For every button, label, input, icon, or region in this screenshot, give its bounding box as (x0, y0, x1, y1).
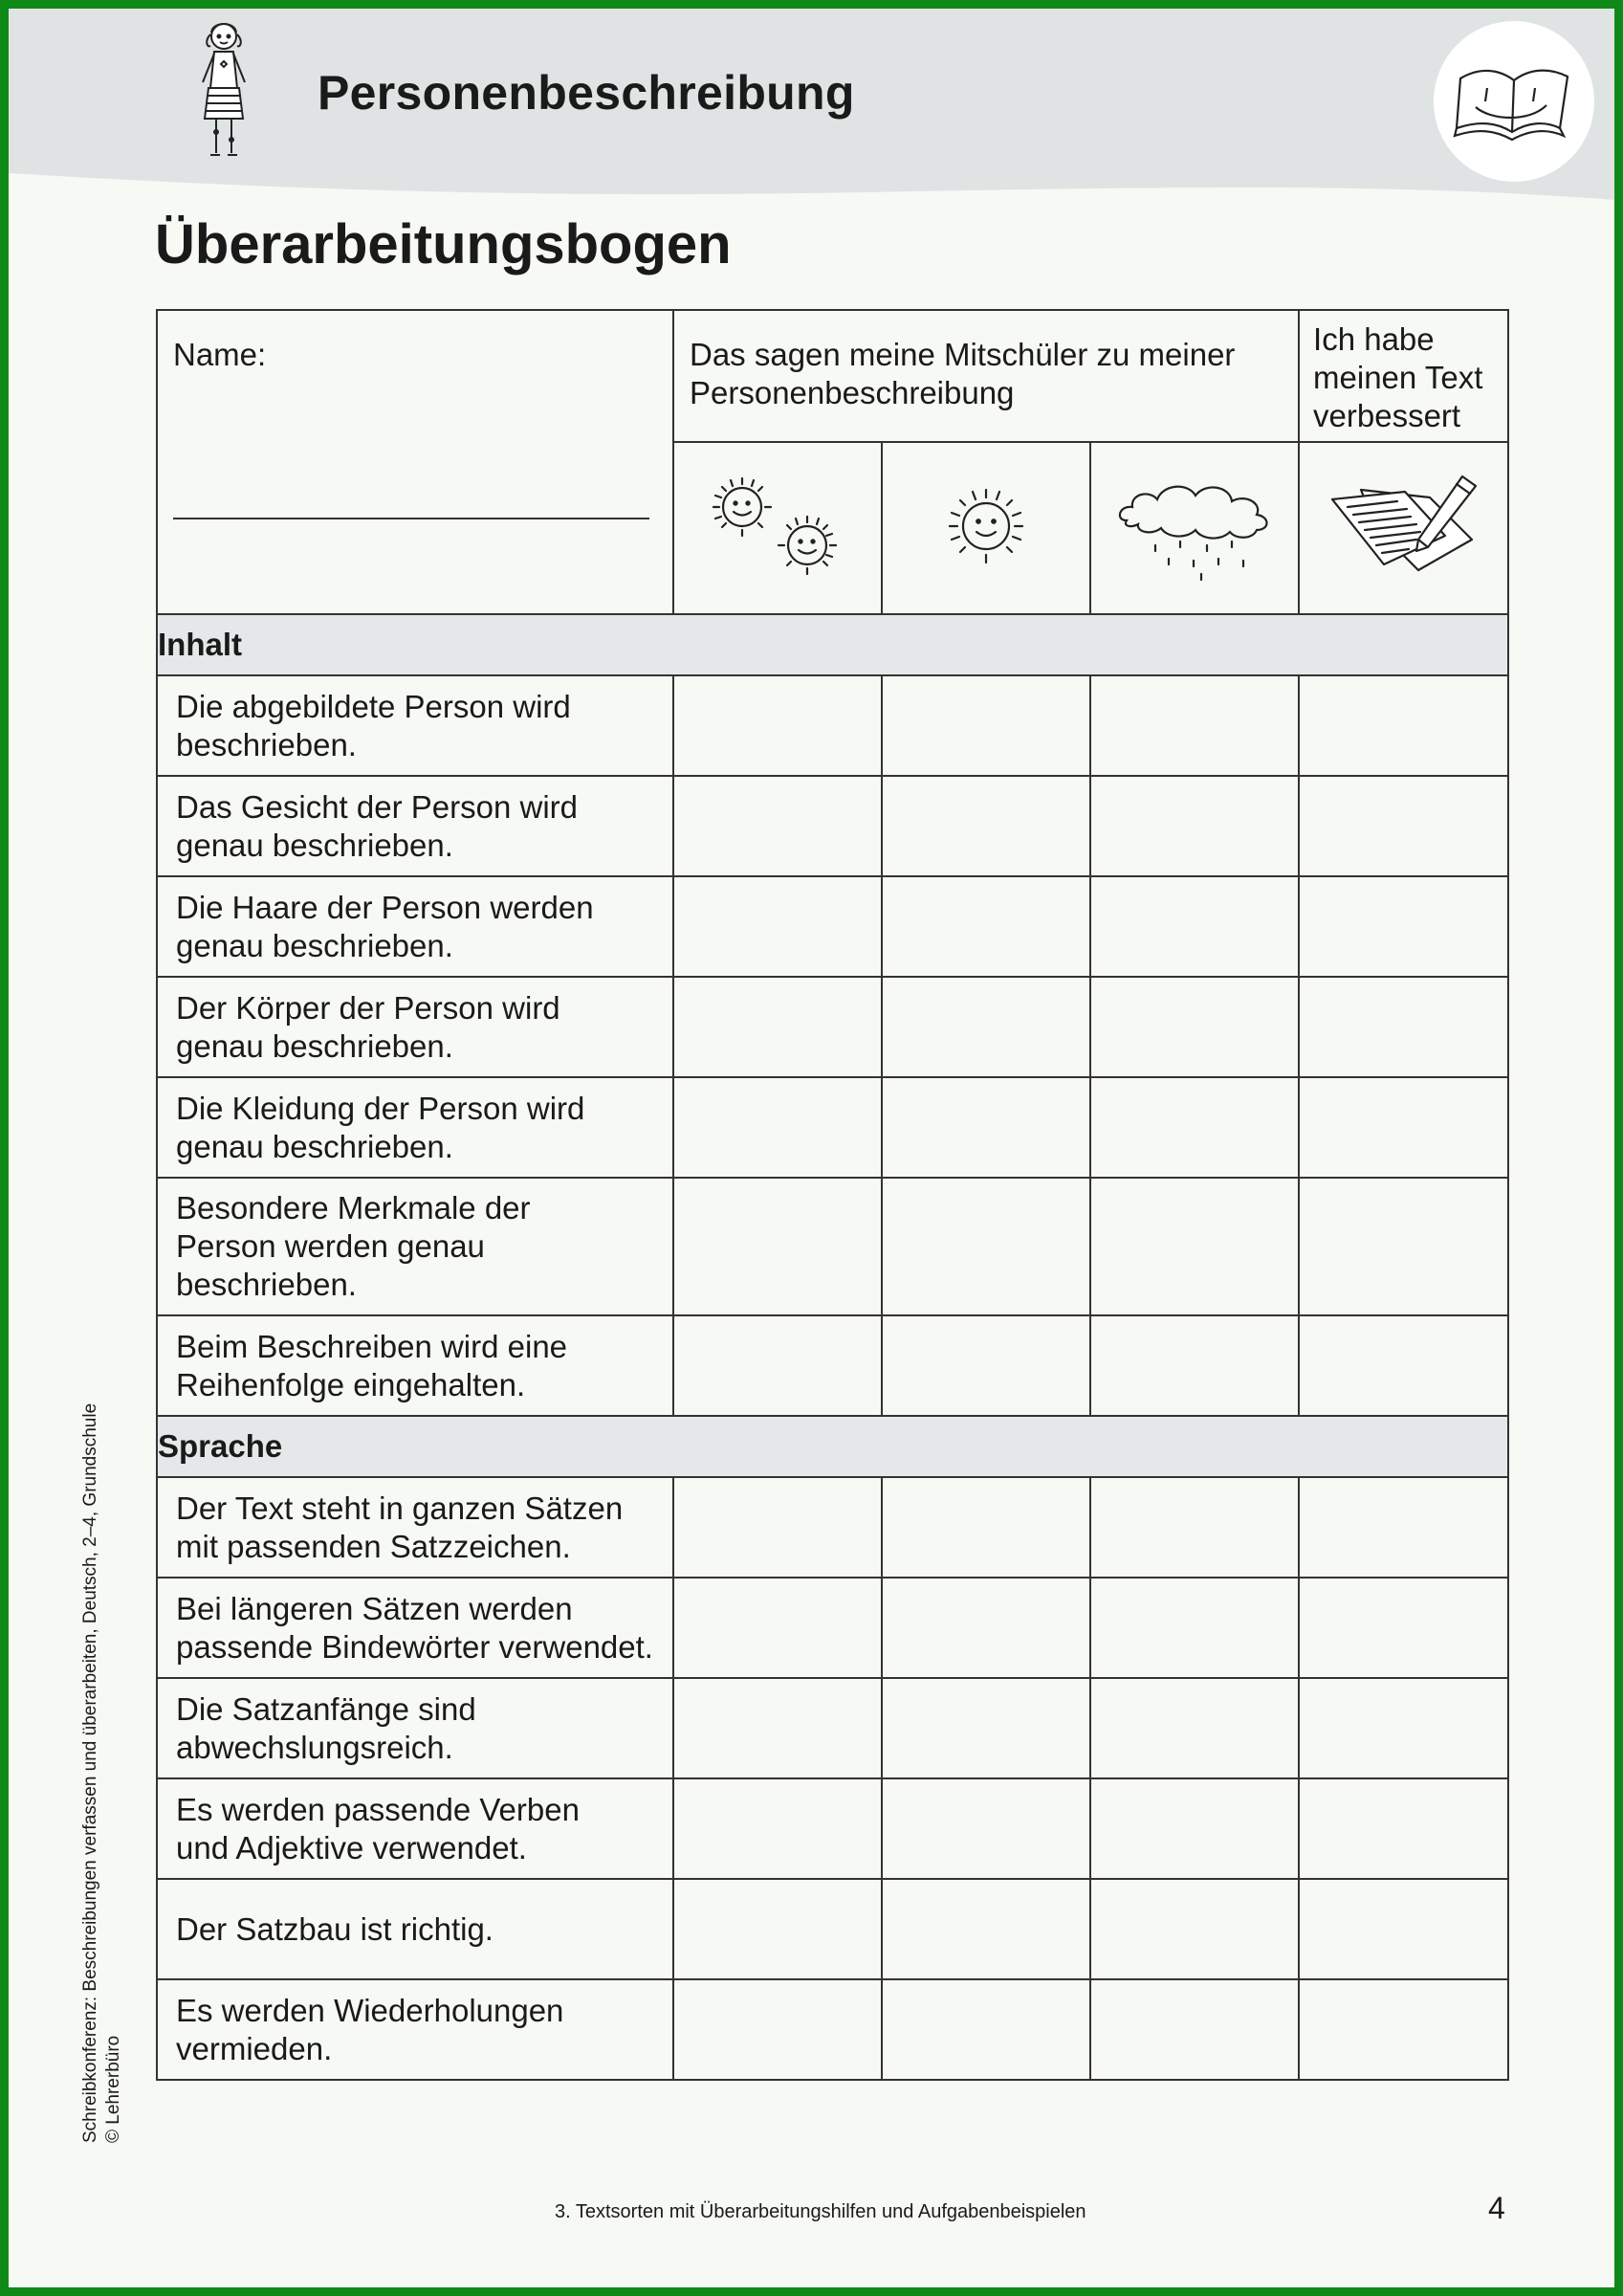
rating-cell-sun[interactable] (882, 1578, 1090, 1678)
table-row (157, 876, 1508, 977)
rating-cell-rain[interactable] (1090, 876, 1299, 977)
criterion-text (157, 1477, 673, 1578)
rating-cell-rain[interactable] (1090, 977, 1299, 1077)
rating-cell-rain[interactable] (1090, 1678, 1299, 1778)
table-row (157, 1077, 1508, 1178)
criterion-text (157, 675, 673, 776)
rating-cell-rain[interactable] (1090, 675, 1299, 776)
criterion-line: Besondere Merkmale der (176, 1190, 531, 1225)
rating-cell-rain[interactable] (1090, 1477, 1299, 1578)
rating-cell-sun[interactable] (882, 977, 1090, 1077)
name-line (173, 518, 649, 519)
rating-cell-revised[interactable] (1299, 977, 1508, 1077)
rating-cell-two-suns[interactable] (673, 1315, 882, 1416)
criterion-text (157, 1778, 673, 1879)
rating-cell-rain[interactable] (1090, 1077, 1299, 1178)
criterion-line: Person werden genau (176, 1228, 485, 1264)
criterion-text (157, 1178, 673, 1315)
rating-cell-sun[interactable] (882, 876, 1090, 977)
self-revision-header (1299, 310, 1508, 442)
table-row (157, 1315, 1508, 1416)
criterion-text (157, 1678, 673, 1778)
rating-rain (1090, 442, 1299, 614)
rating-cell-sun[interactable] (882, 776, 1090, 876)
page-number: 4 (1488, 2191, 1505, 2225)
credit-line: © Lehrerbüro (103, 2035, 123, 2143)
criterion-line: Die abgebildete Person wird (176, 688, 571, 724)
criterion-line: Das Gesicht der Person wird (176, 788, 578, 825)
rating-cell-revised[interactable] (1299, 1578, 1508, 1678)
rating-cell-revised[interactable] (1299, 1178, 1508, 1315)
rating-cell-rain[interactable] (1090, 1979, 1299, 2080)
rating-cell-rain[interactable] (1090, 1778, 1299, 1879)
rating-cell-sun[interactable] (882, 1678, 1090, 1778)
rating-cell-rain[interactable] (1090, 1879, 1299, 1979)
rating-cell-two-suns[interactable] (673, 1778, 882, 1879)
criterion-text (157, 776, 673, 876)
rating-cell-sun[interactable] (882, 1178, 1090, 1315)
rating-cell-revised[interactable] (1299, 1879, 1508, 1979)
rating-cell-rain[interactable] (1090, 1315, 1299, 1416)
rating-cell-sun[interactable] (882, 1879, 1090, 1979)
group-title: Inhalt (157, 614, 1508, 675)
criterion-text (157, 1077, 673, 1178)
criterion-line: mit passenden Satzzeichen. (176, 1528, 571, 1564)
criterion-line: Die Satzanfänge sind (176, 1690, 476, 1727)
rating-cell-sun[interactable] (882, 1077, 1090, 1178)
rain-cloud-icon (1113, 471, 1276, 585)
rating-cell-revised[interactable] (1299, 776, 1508, 876)
criterion-line: Es werden passende Verben (176, 1791, 580, 1827)
table-row (157, 1678, 1508, 1778)
rating-cell-revised[interactable] (1299, 1979, 1508, 2080)
criterion-line: Reihenfolge eingehalten. (176, 1366, 526, 1402)
review-checklist-table (156, 309, 1509, 2081)
criterion-line: Der Satzbau ist richtig. (176, 1910, 493, 1947)
criterion-text (157, 1315, 673, 1416)
criterion-line: und Adjektive verwendet. (176, 1829, 527, 1866)
sheet-title: Überarbeitungsbogen (155, 213, 732, 276)
rating-cell-revised[interactable] (1299, 1077, 1508, 1178)
criterion-line: Beim Beschreiben wird eine (176, 1328, 568, 1364)
table-row (157, 776, 1508, 876)
rating-sun (882, 442, 1090, 614)
sun-icon (929, 471, 1043, 585)
criterion-text (157, 1979, 673, 2080)
criterion-text (157, 1879, 673, 1979)
rating-cell-two-suns[interactable] (673, 1879, 882, 1979)
peer-feedback-header: Das sagen meine Mitschüler zu meiner Personenbeschreibung (673, 310, 1299, 442)
rating-writing (1299, 442, 1508, 614)
criterion-text (157, 1578, 673, 1678)
rating-cell-sun[interactable] (882, 1315, 1090, 1416)
rating-cell-revised[interactable] (1299, 1315, 1508, 1416)
criterion-line: Die Kleidung der Person wird (176, 1090, 585, 1126)
criterion-line: Die Haare der Person werden (176, 889, 594, 925)
rating-cell-two-suns[interactable] (673, 876, 882, 977)
rating-cell-rain[interactable] (1090, 776, 1299, 876)
self-header-line: verbessert (1313, 398, 1461, 433)
rating-cell-two-suns[interactable] (673, 977, 882, 1077)
girl-figure-icon (191, 19, 256, 165)
group-row-sprache (157, 1416, 1508, 1477)
criterion-text (157, 876, 673, 977)
rating-cell-sun[interactable] (882, 675, 1090, 776)
criterion-line: genau beschrieben. (176, 927, 453, 963)
table-row (157, 1879, 1508, 1979)
rating-cell-two-suns[interactable] (673, 1178, 882, 1315)
rating-cell-two-suns[interactable] (673, 776, 882, 876)
criterion-text (157, 977, 673, 1077)
criterion-line: genau beschrieben. (176, 1128, 453, 1164)
rating-cell-sun[interactable] (882, 1778, 1090, 1879)
self-header-line: Ich habe (1313, 321, 1435, 357)
rating-cell-revised[interactable] (1299, 1678, 1508, 1778)
criterion-line: abwechslungsreich. (176, 1729, 453, 1765)
rating-cell-two-suns[interactable] (673, 1678, 882, 1778)
writing-pencil-icon (1323, 471, 1485, 585)
rating-cell-revised[interactable] (1299, 876, 1508, 977)
criterion-line: genau beschrieben. (176, 1027, 453, 1064)
rating-cell-rain[interactable] (1090, 1578, 1299, 1678)
criterion-line: Der Text steht in ganzen Sätzen (176, 1490, 624, 1526)
rating-cell-revised[interactable] (1299, 675, 1508, 776)
rating-cell-revised[interactable] (1299, 1477, 1508, 1578)
smiling-book-icon (1453, 59, 1575, 144)
rating-cell-two-suns[interactable] (673, 1979, 882, 2080)
criterion-line: beschrieben. (176, 1267, 357, 1302)
table-row (157, 1477, 1508, 1578)
table-row (157, 1578, 1508, 1678)
name-label: Name: (173, 337, 267, 372)
criterion-line: Bei längeren Sätzen werden (176, 1590, 573, 1626)
two-suns-icon (687, 471, 868, 585)
criterion-line: vermieden. (176, 2030, 333, 2066)
table-row (157, 977, 1508, 1077)
criterion-line: genau beschrieben. (176, 827, 453, 863)
group-title: Sprache (157, 1416, 1508, 1477)
rating-cell-two-suns[interactable] (673, 675, 882, 776)
rating-cell-two-suns[interactable] (673, 1477, 882, 1578)
footer-note: 3. Textsorten mit Überarbeitungshilfen und Aufgabenbeispielen (555, 2201, 1086, 2222)
rating-cell-two-suns[interactable] (673, 1578, 882, 1678)
table-row (157, 675, 1508, 776)
credit-line: Schreibkonferenz: Beschreibungen verfassen und überarbeiten, Deutsch, 2–4, Grundschule (80, 1402, 100, 2143)
header-title: Personenbeschreibung (318, 66, 855, 120)
rating-cell-sun[interactable] (882, 1979, 1090, 2080)
group-row-inhalt (157, 614, 1508, 675)
side-credit (79, 1403, 125, 2143)
table-header-row (157, 310, 1508, 442)
criterion-line: passende Bindewörter verwendet. (176, 1628, 653, 1665)
table-row (157, 1178, 1508, 1315)
rating-cell-sun[interactable] (882, 1477, 1090, 1578)
rating-two-suns (673, 442, 882, 614)
book-badge (1434, 21, 1594, 182)
rating-cell-rain[interactable] (1090, 1178, 1299, 1315)
criterion-line: Es werden Wiederholungen (176, 1992, 564, 2028)
self-header-line: meinen Text (1313, 360, 1483, 395)
table-row (157, 1778, 1508, 1879)
rating-cell-two-suns[interactable] (673, 1077, 882, 1178)
criterion-line: Der Körper der Person wird (176, 989, 560, 1026)
rating-cell-revised[interactable] (1299, 1778, 1508, 1879)
criterion-line: beschrieben. (176, 726, 357, 762)
name-cell[interactable] (157, 310, 673, 614)
table-row (157, 1979, 1508, 2080)
